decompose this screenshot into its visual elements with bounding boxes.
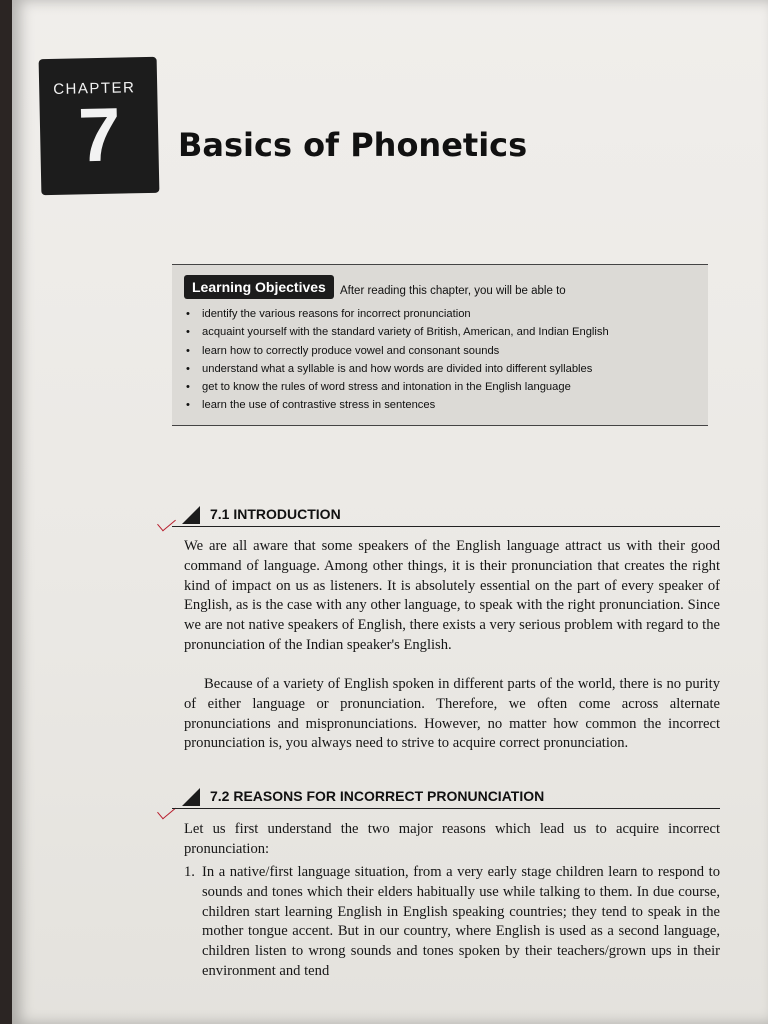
section-marker-icon: [182, 788, 200, 806]
section-heading-text: 7.1 INTRODUCTION: [210, 506, 341, 522]
learning-objectives-list: [186, 305, 609, 415]
learning-objectives-badge: Learning Objectives: [184, 275, 334, 299]
objective-item: • understand what a syllable is and how words are divided into different syllables: [186, 360, 609, 378]
objective-item: • identify the various reasons for incorrect pronunciation: [186, 305, 609, 323]
section-marker-icon: [182, 506, 200, 524]
section-heading-text: 7.2 REASONS FOR INCORRECT PRONUNCIATION: [210, 788, 545, 804]
objective-item: • learn the use of contrastive stress in sentences: [186, 396, 609, 414]
learning-objectives-intro: After reading this chapter, you will be able to: [340, 285, 566, 297]
list-item-text: In a native/first language situation, from a very early stage children learn to respond to sounds and tones which their elders habitually use while talking to them. In due course, children start learning English in English speaking countries; they tend to speak in the mother tongue accent. But in our country, where English is used as a second language, children listen to wrong sounds and tones spoken by their teachers/grown ups in their environment and tend: [202, 864, 720, 979]
paragraph: Let us first understand the two major reasons which lead us to acquire incorrect pronunciation:: [184, 821, 720, 857]
objective-item: • learn how to correctly produce vowel and consonant sounds: [186, 342, 609, 360]
section-heading-7-1: [172, 504, 720, 527]
list-number: 1.: [184, 864, 195, 880]
objective-item: • acquaint yourself with the standard variety of British, American, and Indian English: [186, 323, 609, 341]
paragraph: Because of a variety of English spoken in different parts of the world, there is no purity of either language or pronunciation. Therefore, we often come across alternate pronunciations and mispronunciations. However, no matter how common the incorrect pronunciation is, you always need to strive to acquire correct pronunciation.: [184, 676, 720, 752]
learning-objectives-box: [172, 264, 708, 426]
chapter-label: CHAPTER: [53, 79, 136, 98]
chapter-number: 7: [77, 92, 122, 179]
objective-item: • get to know the rules of word stress and intonation in the English language: [186, 378, 609, 396]
chapter-badge: [39, 57, 160, 195]
chapter-title: Basics of Phonetics: [178, 126, 528, 164]
numbered-list-item: [184, 863, 720, 982]
paragraph: We are all aware that some speakers of the English language attract us with their good command of language. Among other things, it is their pronunciation that creates the right kind of impact on us as listeners. It is absolutely essential on the part of every speaker of English, as is the case with any other language, to speak with the right pronunciation. Since we are not native speakers of English, there exists a very serious problem with regard to the pronunciation of the Indian speaker's English.: [184, 538, 720, 653]
book-page: [12, 0, 768, 1024]
section-heading-7-2: [172, 786, 720, 809]
